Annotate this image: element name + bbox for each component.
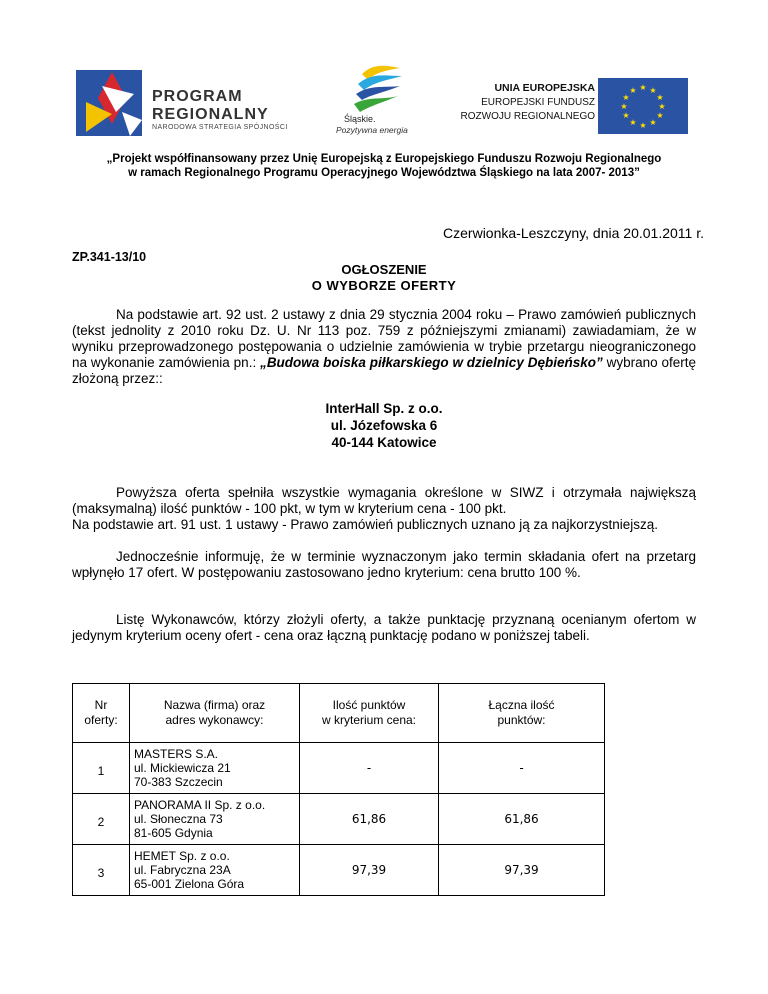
paragraph-legal-basis [72, 307, 696, 387]
svg-text:★: ★ [658, 102, 666, 111]
header-nr [73, 684, 130, 743]
row-contractor: MASTERS S.A. ul. Mickiewicza 21 70-383 Szczecin [130, 743, 300, 794]
winner-street: ul. Józefowska 6 [330, 418, 438, 433]
row-nr: 3 [73, 845, 130, 896]
row-total-points: 61,86 [439, 794, 605, 845]
header-name [130, 684, 300, 743]
announcement-subtitle: O WYBORZE OFERTY [311, 278, 457, 293]
header-price-points [300, 684, 439, 743]
row-contractor: PANORAMA II Sp. z o.o. ul. Słoneczna 73 81-605 Gdynia [130, 794, 300, 845]
svg-text:★: ★ [622, 93, 630, 102]
project-funding-note [40, 152, 728, 180]
svg-text:★: ★ [649, 86, 657, 95]
eu-line3: ROZWOJU REGIONALNEGO [460, 111, 595, 122]
svg-text:★: ★ [656, 93, 664, 102]
program-line1: PROGRAM [152, 88, 243, 105]
slaskie-name: Śląskie. [344, 114, 376, 124]
slaskie-waves-icon [348, 62, 408, 114]
project-line1: „Projekt współfinansowany przez Unię Europejską z Europejskiego Funduszu Rozwoju Regionalnego [106, 153, 662, 165]
project-name: „Budowa boiska piłkarskiego w dzielnicy Dębieńsko” [260, 355, 603, 370]
paragraph2-line1: Powyższa oferta spełniła wszystkie wymagania określone w SIWZ i otrzymała największą (maksymalną) ilość punktów - 100 pkt, w tym w kryterium cena - 100 pkt. [72, 485, 696, 516]
program-subtitle: NARODOWA STRATEGIA SPÓJNOŚCI [152, 124, 288, 131]
paragraph1-part1: Na podstawie art. 92 ust. 2 ustawy z dnia 29 stycznia 2004 roku – Prawo zamówień publicznych (tekst jednolity z 2010 roku Dz. U. Nr 113 poz. 759 z późniejszymi zmianami) zawiadamiam, że w wyniku przeprowadzonego postępowania o udzielnie zamówienia w trybie przetargu nieograniczonego na wykonanie zamówienia pn.: [72, 307, 696, 370]
svg-text:★: ★ [649, 118, 657, 127]
eu-line2: EUROPEJSKI FUNDUSZ [481, 97, 595, 108]
paragraph1-part2: wybrano ofertę złożoną przez:: [72, 355, 696, 386]
program-regionalny-emblem-icon [72, 68, 150, 138]
header-name-text: Nazwa (firma) oraz adres wykonawcy: [163, 698, 266, 727]
svg-text:★: ★ [629, 86, 637, 95]
slaskie-logo [330, 62, 430, 140]
row-price-points: 61,86 [300, 794, 439, 845]
svg-text:★: ★ [656, 111, 664, 120]
row-total-points: 97,39 [439, 845, 605, 896]
paragraph-offers-count: Jednocześnie informuję, że w terminie wyznaczonym jako termin składania ofert na przetarg wpłynęło 17 ofert. W postępowaniu zastosowano jedno kryterium: cena brutto 100 %. [72, 549, 696, 580]
header-nr-text: Nr oferty: [84, 698, 118, 727]
eu-logo [455, 78, 695, 138]
svg-text:★: ★ [639, 121, 647, 130]
eu-flag-icon [598, 78, 688, 134]
announcement-title: OGŁOSZENIE [341, 262, 427, 277]
reference-number: ZP.341-13/10 [72, 250, 147, 264]
paragraph-justification [72, 485, 696, 533]
paragraph2-line2: Na podstawie art. 91 ust. 1 ustawy - Prawo zamówień publicznych uznano ją za najkorzystniejszą. [72, 517, 659, 532]
offers-table [72, 683, 605, 896]
row-nr: 2 [73, 794, 130, 845]
paragraph-table-intro: Listę Wykonawców, którzy złożyli oferty, a także punktację przyznaną ocenianym ofertom w jedynym kryterium oceny ofert - cena oraz łączną punktację podano w poniższej tabeli. [72, 612, 696, 643]
eu-stars-icon [598, 78, 688, 134]
svg-text:★: ★ [620, 102, 628, 111]
row-contractor: HEMET Sp. z o.o. ul. Fabryczna 23A 65-001 Zielona Góra [130, 845, 300, 896]
program-regionalny-logo [72, 68, 312, 138]
place-and-date: Czerwionka-Leszczyny, dnia 20.01.2011 r. [443, 225, 704, 241]
svg-text:★: ★ [629, 118, 637, 127]
table-row [73, 845, 605, 896]
slaskie-tagline: Pozytywna energia [336, 125, 408, 135]
header-total-points-text: Łączna ilość punktów: [488, 698, 555, 727]
table-row [73, 743, 605, 794]
table-header-row [73, 684, 605, 743]
eu-line1: UNIA EUROPEJSKA [494, 82, 595, 94]
winner-name: InterHall Sp. z o.o. [325, 401, 443, 416]
svg-text:★: ★ [639, 83, 647, 92]
row-price-points: - [300, 743, 439, 794]
header-total-points [439, 684, 605, 743]
program-line2: REGIONALNY [152, 106, 269, 123]
row-nr: 1 [73, 743, 130, 794]
winner-city: 40-144 Katowice [331, 435, 437, 450]
project-line2: w ramach Regionalnego Programu Operacyjnego Województwa Śląskiego na lata 2007- 2013” [128, 167, 640, 179]
program-regionalny-title [152, 88, 269, 124]
table-row [73, 794, 605, 845]
row-total-points: - [439, 743, 605, 794]
svg-text:★: ★ [622, 111, 630, 120]
header-price-points-text: Ilość punktów w kryterium cena: [321, 698, 417, 727]
row-price-points: 97,39 [300, 845, 439, 896]
